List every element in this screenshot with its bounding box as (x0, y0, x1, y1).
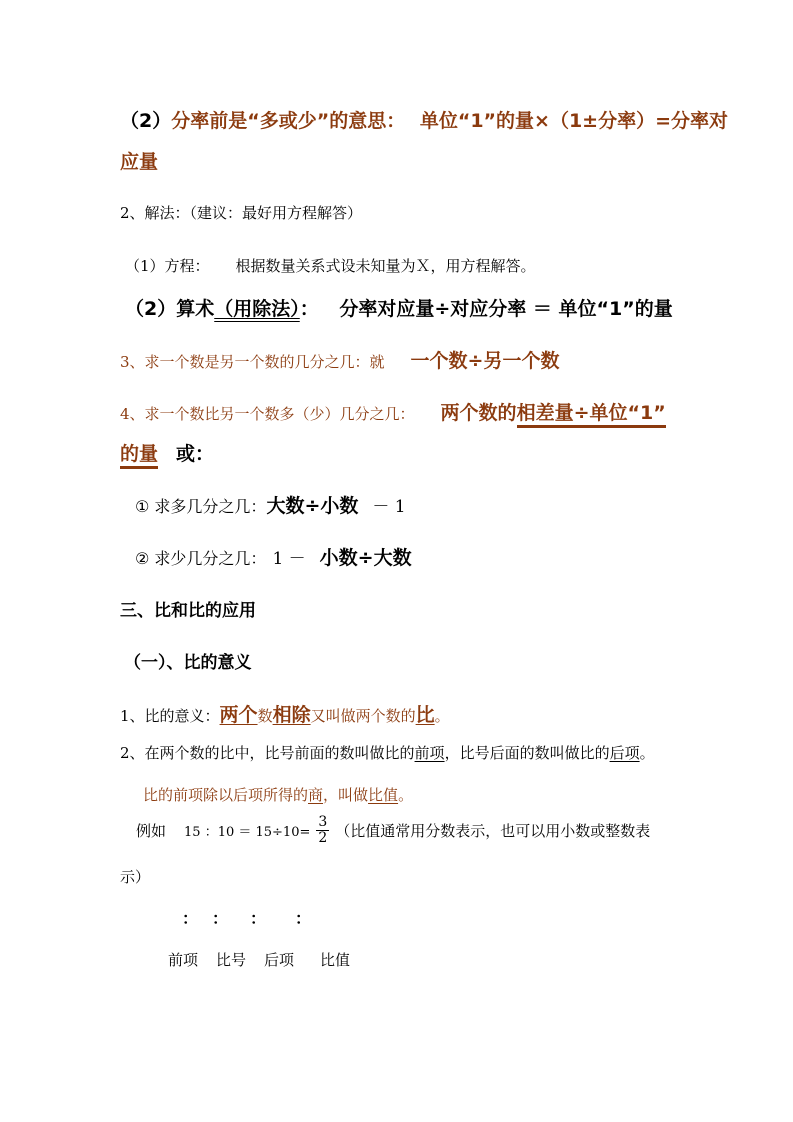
definition-1 (120, 700, 450, 727)
definition-2-c: ，比号后面的数叫做比的 (444, 744, 610, 762)
sub-item-less-label: ② 求少几分之几： (135, 549, 267, 568)
term-back: 后项 (264, 951, 295, 969)
subsection-heading: （一）、比的意义 (124, 653, 252, 673)
sub-item-more-formula: 大数÷小数 (266, 495, 359, 517)
definition-3-end: 。 (398, 786, 414, 804)
section-heading: 三、比和比的应用 (120, 601, 256, 621)
arithmetic-colon: ： (299, 298, 319, 320)
division-paren: （用除法） (214, 298, 300, 320)
definition-1-number: 数 (257, 707, 273, 725)
term-ratio-sign: 比号 (216, 951, 247, 969)
colon-1: ： (182, 909, 199, 928)
sub-item-more-tail: － 1 (372, 497, 406, 517)
definition-3-a: 比的前项除以后项所得的 (143, 786, 309, 804)
sub-item-less-head: 1 － (272, 549, 306, 569)
rule-2-line (120, 106, 728, 133)
item-3-line (120, 346, 559, 373)
term-front: 前项 (168, 951, 199, 969)
solution-method-heading: 2、解法：（建议：最好用方程解答） (120, 204, 363, 222)
equation-text: 根据数量关系式设未知量为Ｘ，用方程解答。 (235, 257, 536, 275)
rule-formula: 单位“1”的量×（1±分率）=分率对 (419, 110, 729, 132)
definition-1-divide: 相除 (272, 704, 311, 726)
sub-item-more-label: ① 求多几分之几： (135, 497, 267, 516)
colon-2: ： (212, 909, 229, 928)
definition-3-c: ，叫做 (323, 786, 369, 804)
item-4-continued (120, 439, 214, 466)
sub-item-less (135, 543, 412, 570)
item-4-formula-a: 两个数的 (440, 402, 517, 424)
definition-3-ratio-value: 比值 (368, 786, 399, 804)
definition-1-ratio: 比 (415, 704, 435, 726)
definition-1-two: 两个 (219, 704, 258, 726)
example-label: 例如 (136, 822, 167, 841)
example-expression: 15 ：10 ＝ 15÷10= (184, 825, 311, 841)
item-4-line (120, 398, 666, 425)
item-3-text: 3、求一个数是另一个数的几分之几：就 (120, 353, 385, 371)
definition-2-back-term: 后项 (609, 744, 640, 762)
definition-3-quotient: 商 (308, 786, 324, 804)
definition-1-text: 又叫做两个数的 (310, 707, 416, 725)
definition-2-end: 。 (639, 744, 655, 762)
definition-2-front-term: 前项 (414, 744, 445, 762)
arithmetic-label: （2）算术 (125, 298, 215, 320)
definition-2-a: 2、在两个数的比中，比号前面的数叫做比的 (120, 744, 415, 762)
term-ratio-value: 比值 (320, 951, 351, 969)
sub-item-less-formula: 小数÷大数 (319, 547, 412, 569)
definition-1-label: 1、比的意义： (120, 707, 220, 725)
definition-3 (143, 784, 413, 805)
fraction-numerator: 3 (318, 814, 328, 830)
arithmetic-formula: 分率对应量÷对应分率 ＝ 单位“1”的量 (339, 298, 673, 320)
arithmetic-method-line (125, 294, 673, 321)
colon-3: ： (250, 909, 267, 928)
example-fraction (316, 815, 329, 847)
item-4-formula-b: 相差量÷单位“1” (517, 402, 666, 428)
sub-item-more (135, 491, 406, 518)
colon-4: ： (295, 909, 312, 928)
item-number: （2） (120, 110, 172, 132)
example-note-continued: 示） (120, 868, 151, 886)
item-4-or: 或： (176, 443, 215, 465)
rule-formula-continued: 应量 (120, 151, 159, 173)
item-4-formula-c: 的量 (120, 443, 158, 469)
definition-1-end: 。 (434, 707, 450, 725)
item-4-text: 4、求一个数比另一个数多（少）几分之几： (120, 405, 415, 423)
fraction-denominator: 2 (318, 830, 328, 847)
example-note: （比值通常用分数表示，也可以用小数或整数表 (335, 822, 651, 841)
rule-heading: 分率前是“多或少”的意思： (171, 110, 406, 132)
example-line (136, 815, 650, 847)
definition-2 (120, 742, 655, 763)
equation-method-line (125, 255, 536, 276)
item-3-formula: 一个数÷另一个数 (410, 350, 560, 372)
equation-label: （1）方程： (125, 257, 210, 275)
